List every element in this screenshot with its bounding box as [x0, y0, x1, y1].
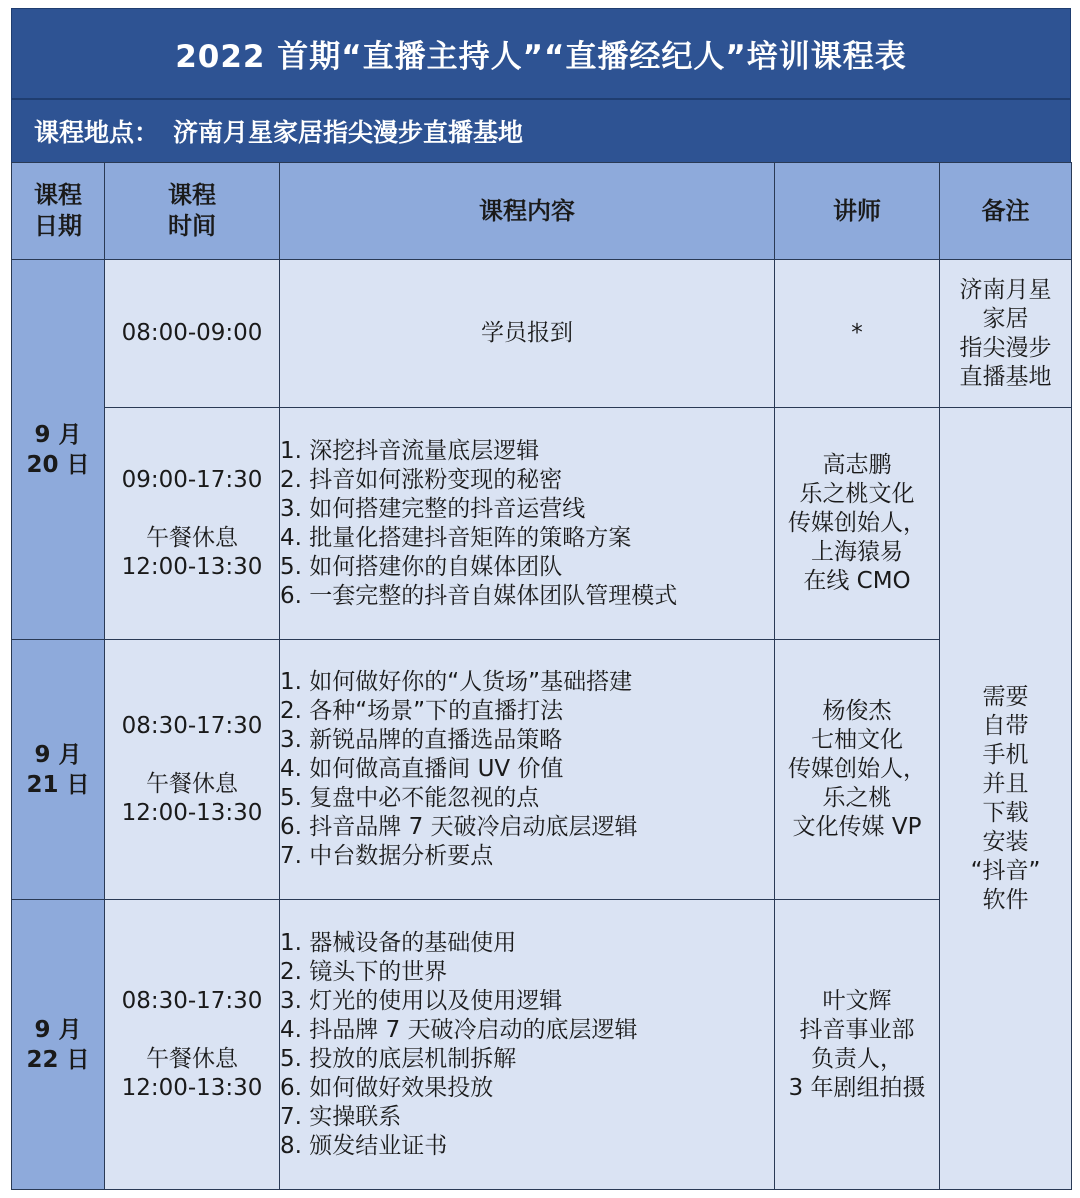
list-item: 4. 抖品牌 7 天破冷启动的底层逻辑: [280, 1016, 638, 1043]
list-item: 1. 如何做好你的“人货场”基础搭建: [280, 669, 633, 695]
table-row: [12, 408, 1072, 640]
shared-note-cell: 需要 自带 手机 并且 下载 安装 “抖音” 软件: [940, 408, 1072, 1190]
list-item: 7. 中台数据分析要点: [280, 843, 494, 869]
title-bar: [11, 8, 1071, 99]
page-title: 2022 首期“直播主持人”“直播经纪人”培训课程表: [175, 39, 907, 75]
list-item: 7. 实操联系: [280, 1103, 402, 1130]
header-content: 课程内容: [280, 163, 775, 260]
list-item: 4. 批量化搭建抖音矩阵的策略方案: [280, 524, 632, 551]
time-cell: 08:30-17:30 午餐休息 12:00-13:30: [105, 640, 280, 900]
teacher-cell: 叶文辉 抖音事业部 负责人， 3 年剧组拍摄: [775, 900, 940, 1190]
location-label: 课程地点：: [34, 118, 160, 147]
content-cell: [280, 408, 775, 640]
list-item: 3. 灯光的使用以及使用逻辑: [280, 987, 563, 1014]
content-cell: 学员报到: [280, 260, 775, 408]
schedule-table: [11, 162, 1072, 1190]
list-item: 5. 复盘中必不能忽视的点: [280, 785, 540, 811]
list-item: 2. 镜头下的世界: [280, 958, 448, 985]
list-item: 2. 各种“场景”下的直播打法: [280, 698, 564, 724]
list-item: 1. 器械设备的基础使用: [280, 929, 517, 956]
list-item: 5. 如何搭建你的自媒体团队: [280, 553, 563, 580]
date-cell: 9 月 21 日: [12, 640, 105, 900]
location-value: 济南月星家居指尖漫步直播基地: [173, 118, 524, 147]
date-cell: 9 月 20 日: [12, 260, 105, 640]
content-cell: [280, 640, 775, 900]
time-cell: 08:00-09:00: [105, 260, 280, 408]
teacher-cell: 杨俊杰 七柚文化 传媒创始人， 乐之桃 文化传媒 VP: [775, 640, 940, 900]
table-row: [12, 900, 1072, 1190]
list-item: 1. 深挖抖音流量底层逻辑: [280, 437, 540, 464]
list-item: 3. 如何搭建完整的抖音运营线: [280, 495, 586, 522]
schedule-frame: [11, 8, 1071, 1188]
location-bar: [11, 99, 1071, 163]
list-item: 3. 新锐品牌的直播选品策略: [280, 727, 563, 753]
header-date: 课程 日期: [12, 163, 105, 260]
list-item: 4. 如何做高直播间 UV 价值: [280, 756, 564, 782]
header-teacher: 讲师: [775, 163, 940, 260]
header-time: 课程 时间: [105, 163, 280, 260]
teacher-cell: 高志鹏 乐之桃文化 传媒创始人， 上海猿易 在线 CMO: [775, 408, 940, 640]
list-item: 2. 抖音如何涨粉变现的秘密: [280, 466, 563, 493]
list-item: 6. 一套完整的抖音自媒体团队管理模式: [280, 582, 678, 609]
date-cell: 9 月 22 日: [12, 900, 105, 1190]
time-cell: 09:00-17:30 午餐休息 12:00-13:30: [105, 408, 280, 640]
list-item: 6. 如何做好效果投放: [280, 1074, 494, 1101]
header-note: 备注: [940, 163, 1072, 260]
list-item: 8. 颁发结业证书: [280, 1132, 448, 1159]
content-cell: [280, 900, 775, 1190]
time-cell: 08:30-17:30 午餐休息 12:00-13:30: [105, 900, 280, 1190]
location-text: [12, 113, 523, 149]
table-row: [12, 260, 1072, 408]
list-item: 5. 投放的底层机制拆解: [280, 1045, 517, 1072]
header-row: [12, 163, 1072, 260]
note-cell: 济南月星 家居 指尖漫步 直播基地: [940, 260, 1072, 408]
table-row: [12, 640, 1072, 900]
teacher-cell: *: [775, 260, 940, 408]
list-item: 6. 抖音品牌 7 天破冷启动底层逻辑: [280, 814, 638, 840]
